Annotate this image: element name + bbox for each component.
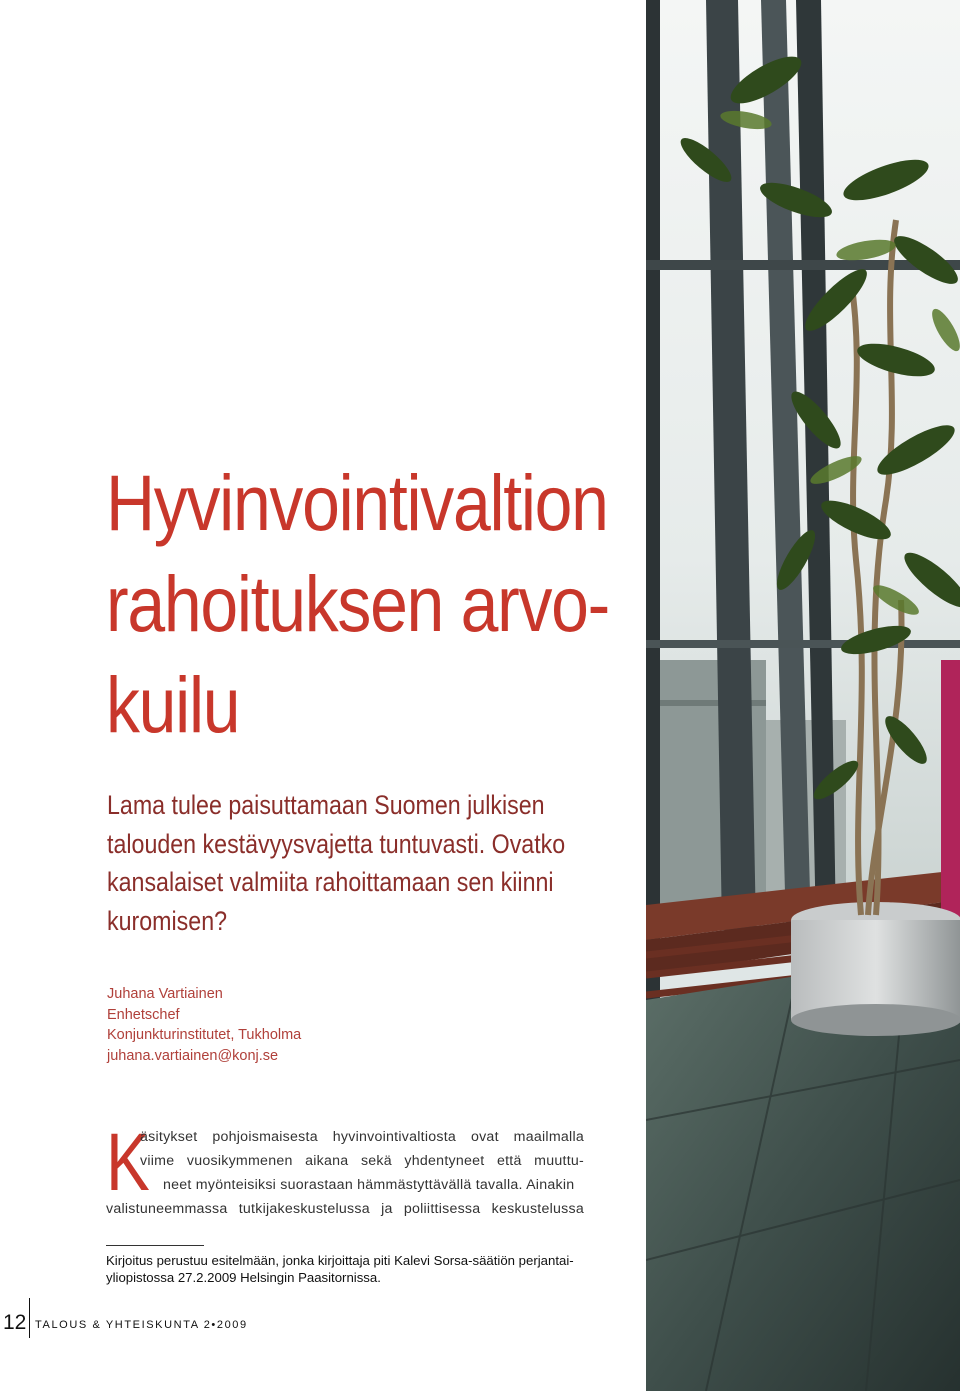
body-text-line: äsitykset pohjoismaisesta hyvinvointivaltiosta ovat maailmalla: [140, 1129, 584, 1145]
author-name: Juhana Vartiainen: [107, 986, 223, 1002]
article-title-line: rahoituksen arvo-: [106, 559, 609, 648]
publication-name: TALOUS & YHTEISKUNTA 2•2009: [35, 1319, 248, 1331]
body-text-line: valistuneemmassa tutkijakeskustelussa ja poliittisessa keskustelussa: [106, 1201, 584, 1217]
footnote: [106, 1252, 596, 1286]
lead-line: Lama tulee paisuttamaan Suomen julkisen: [107, 790, 545, 820]
footnote-line: Kirjoitus perustuu esitelmään, jonka kirjoittaja piti Kalevi Sorsa-säätiön perjantai-: [106, 1253, 574, 1268]
lead-line: kuromisen?: [107, 905, 228, 936]
page-number: 12: [3, 1311, 27, 1334]
author-email[interactable]: juhana.vartiainen@konj.se: [107, 1047, 279, 1064]
article-title-line: Hyvinvointivaltion: [106, 458, 608, 547]
footer-divider: [29, 1298, 30, 1338]
footnote-divider: [106, 1245, 204, 1246]
body-text-line: neet myönteisiksi suorastaan hämmästyttävällä tavalla. Ainakin: [163, 1177, 575, 1193]
article-lead: [107, 786, 566, 940]
body-text-line: viime vuosikymmenen aikana sekä yhdentyneet että muuttu-: [140, 1153, 584, 1169]
lead-line: kansalaiset valmiita rahoittamaan sen kiinni: [107, 867, 554, 897]
author-byline: [107, 984, 301, 1066]
article-title: [106, 452, 665, 755]
article-title-line: kuilu: [106, 660, 240, 749]
author-role: Enhetschef: [107, 1006, 180, 1023]
photo-window-with-plant: [646, 0, 960, 1391]
footnote-line: yliopistossa 27.2.2009 Helsingin Paasitornissa.: [106, 1270, 381, 1285]
lead-line: talouden kestävyysvajetta tuntuvasti. Ovatko: [107, 828, 566, 859]
author-organization: Konjunkturinstitutet, Tukholma: [107, 1027, 302, 1043]
body-dropcap: K: [106, 1117, 150, 1208]
